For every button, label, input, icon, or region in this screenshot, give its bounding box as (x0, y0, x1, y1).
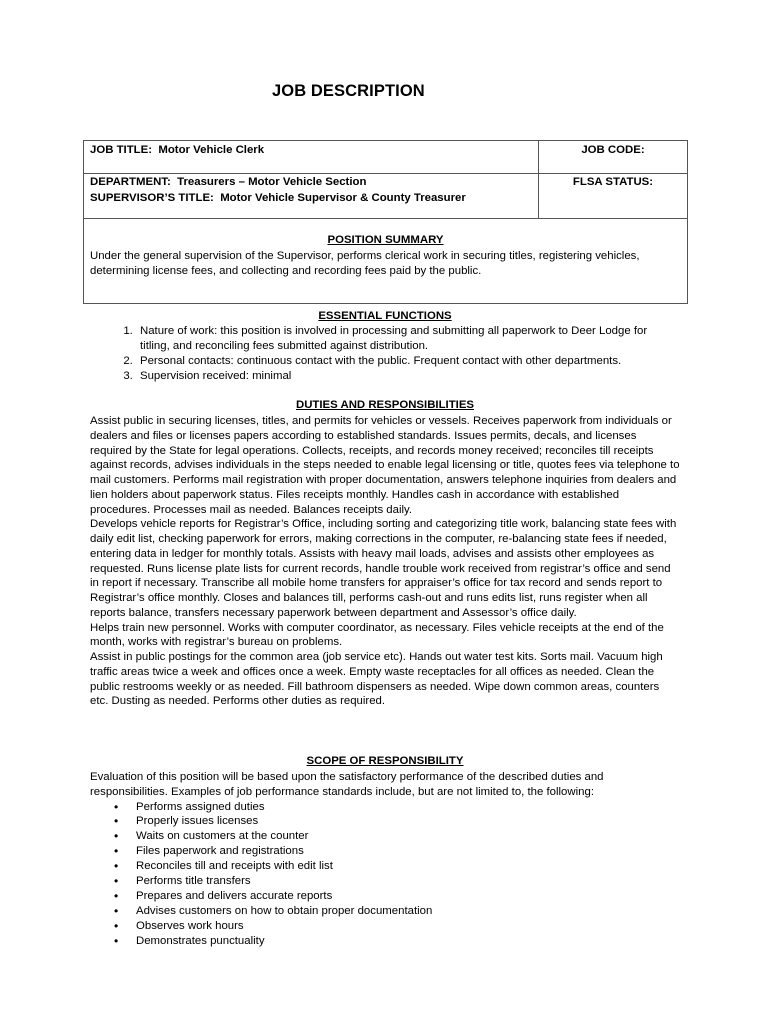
essential-function-item: 3. Supervision received: minimal (136, 369, 680, 384)
performance-standard-item: • Properly issues licenses (136, 814, 680, 829)
job-title-label: JOB TITLE: (90, 144, 153, 156)
position-summary-row (84, 219, 688, 304)
performance-standard-item: • Advises customers on how to obtain proper documentation (136, 904, 680, 919)
performance-standard-item: • Performs assigned duties (136, 800, 680, 815)
document-title: JOB DESCRIPTION (272, 82, 425, 100)
duties-paragraph: Assist public in securing licenses, titles, and permits for vehicles or vessels. Receives paperwork from individuals or dealers and files or licenses papers according to established standards. Issues permits, decals, and licenses required by the State for legal operations. Collects, receipts, and records money received; reconciles till receipts against records, advises individuals in the steps needed to enable legal licensing or title, quotes fees via telephone to mail customers. Performs mail registration with proper documentation, answers telephone inquiries from dealers and lien holders about paperwork status. Files receipts monthly. Handles cash in accordance with established procedures. Processes mail as needed. Balances receipts daily. (90, 415, 680, 516)
job-info-table (83, 140, 688, 304)
performance-standard-item: • Performs title transfers (136, 874, 680, 889)
duties-section (90, 414, 680, 709)
performance-standard-item: • Reconciles till and receipts with edit list (136, 859, 680, 874)
supervisor-title-label: SUPERVISOR’S TITLE: (90, 191, 214, 204)
essential-functions-list (90, 324, 680, 384)
essential-function-item: 1. Nature of work: this position is involved in processing and submitting all paperwork to Deer Lodge for titling, and reconciling fees submitted against distribution. (136, 324, 680, 354)
position-summary-text: Under the general supervision of the Supervisor, performs clerical work in securing titles, registering vehicles, determining license fees, and collecting and recording fees paid by the public. (90, 249, 640, 277)
duties-heading: DUTIES AND RESPONSIBILITIES (295, 399, 475, 411)
flsa-status-label: FLSA STATUS: (572, 176, 654, 188)
job-title-value: Motor Vehicle Clerk (158, 144, 265, 156)
flsa-status-cell (539, 174, 688, 219)
essential-function-item: 2. Personal contacts: continuous contact with the public. Frequent contact with other departments. (136, 354, 680, 369)
department-label: DEPARTMENT: (90, 176, 171, 188)
department-row (84, 174, 688, 219)
department-cell (84, 174, 539, 219)
duties-paragraph: Helps train new personnel. Works with computer coordinator, as necessary. Files vehicle receipts at the end of the month, works with registrar’s bureau on problems. (90, 621, 664, 649)
performance-standard-item: • Prepares and delivers accurate reports (136, 889, 680, 904)
scope-heading: SCOPE OF RESPONSIBILITY (306, 755, 464, 767)
performance-standard-item: • Demonstrates punctuality (136, 934, 680, 949)
duties-paragraph: Develops vehicle reports for Registrar’s Office, including sorting and categorizing title work, balancing state fees with daily edit list, checking paperwork for errors, making corrections in the computer, re-balancing state fees if needed, entering data in ledger for monthly totals. Assists with heavy mail loads, advises and assists other employees as requested. Runs license plate lists for current records, handle trouble work received from registrar’s office and send in report if necessary. Transcribe all mobile home transfers for appraiser’s office for tax record and sends report to Registrar’s office monthly. Closes and balances till, performs cash-out and runs edits list, runs register when all reports balance, transfers necessary paperwork between department and Assessor’s office daily. (90, 518, 677, 619)
performance-standards-list (90, 800, 680, 949)
scope-section (90, 770, 680, 949)
job-code-label: JOB CODE: (581, 144, 645, 156)
position-summary-cell (84, 219, 688, 304)
department-value: Treasurers – Motor Vehicle Section (177, 176, 367, 188)
performance-standard-item: • Observes work hours (136, 919, 680, 934)
essential-functions-heading: ESSENTIAL FUNCTIONS (318, 310, 452, 322)
job-title-cell (84, 141, 539, 174)
duties-paragraph: Assist in public postings for the common area (job service etc). Hands out water test kits. Sorts mail. Vacuum high traffic areas twice a week and offices once a week. Empty waste receptacles for all offices as needed. Clean the public restrooms weekly or as needed. Fill bathroom dispensers as needed. Wipe down common areas, counters etc. Dusting as needed. Performs other duties as required. (90, 651, 663, 708)
job-title-row (84, 141, 688, 174)
position-summary-heading: POSITION SUMMARY (327, 234, 444, 246)
scope-intro: Evaluation of this position will be based upon the satisfactory performance of the described duties and responsibilities. Examples of job performance standards include, but are not limited to, the following: (90, 771, 604, 798)
performance-standard-item: • Waits on customers at the counter (136, 829, 680, 844)
supervisor-title-value: Motor Vehicle Supervisor & County Treasurer (220, 191, 466, 204)
job-code-cell (539, 141, 688, 174)
performance-standard-item: • Files paperwork and registrations (136, 844, 680, 859)
essential-functions-section (90, 324, 680, 384)
